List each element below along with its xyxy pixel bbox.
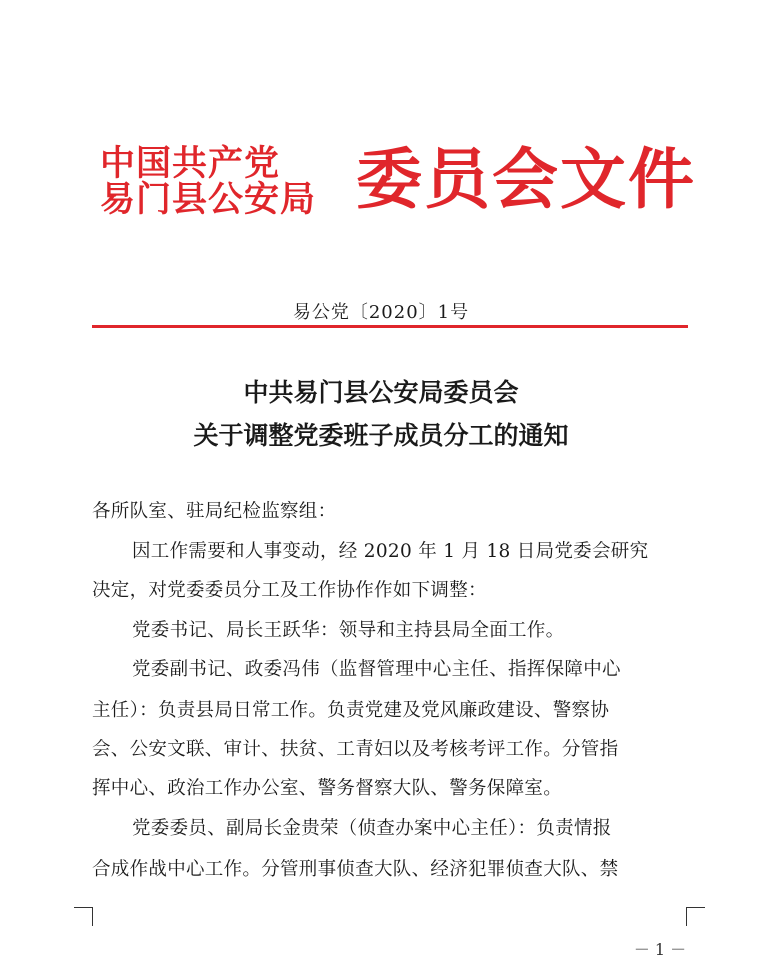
body-line: 合成作战中心工作。分管刑事侦查大队、经济犯罪侦查大队、禁 [92, 859, 619, 880]
crop-mark-left [74, 907, 93, 926]
org-name-line1: 中国共产党 [100, 143, 281, 184]
body-line: 决定，对党委委员分工及工作协作作如下调整： [92, 580, 487, 601]
body-line: 党委书记、局长王跃华：领导和主持县局全面工作。 [132, 620, 565, 641]
document-type: 委员会文件 [356, 140, 696, 218]
title-line2: 关于调整党委班子成员分工的通知 [193, 421, 569, 450]
salutation: 各所队室、驻局纪检监察组： [92, 501, 337, 522]
body-line: 因工作需要和人事变动，经 2020 年 1 月 18 日局党委会研究 [132, 541, 649, 562]
title-line1: 中共易门县公安局委员会 [243, 378, 519, 407]
body-line: 党委副书记、政委冯伟（监督管理中心主任、指挥保障中心 [132, 659, 621, 680]
red-divider-line [92, 325, 688, 328]
org-name-line2: 易门县公安局 [100, 179, 317, 220]
body-line: 党委委员、副局长金贵荣（侦查办案中心主任）：负责情报 [132, 818, 612, 839]
body-line: 挥中心、政治工作办公室、警务督察大队、警务保障室。 [92, 778, 563, 799]
body-line: 会、公安文联、审计、扶贫、工青妇以及考核考评工作。分管指 [92, 739, 619, 760]
crop-mark-right [686, 907, 705, 926]
page-number: － 1 － [633, 940, 687, 959]
body-line: 主任）：负责县局日常工作。负责党建及党风廉政建设、警察协 [92, 700, 610, 721]
document-number: 易公党〔2020〕1号 [292, 302, 470, 323]
